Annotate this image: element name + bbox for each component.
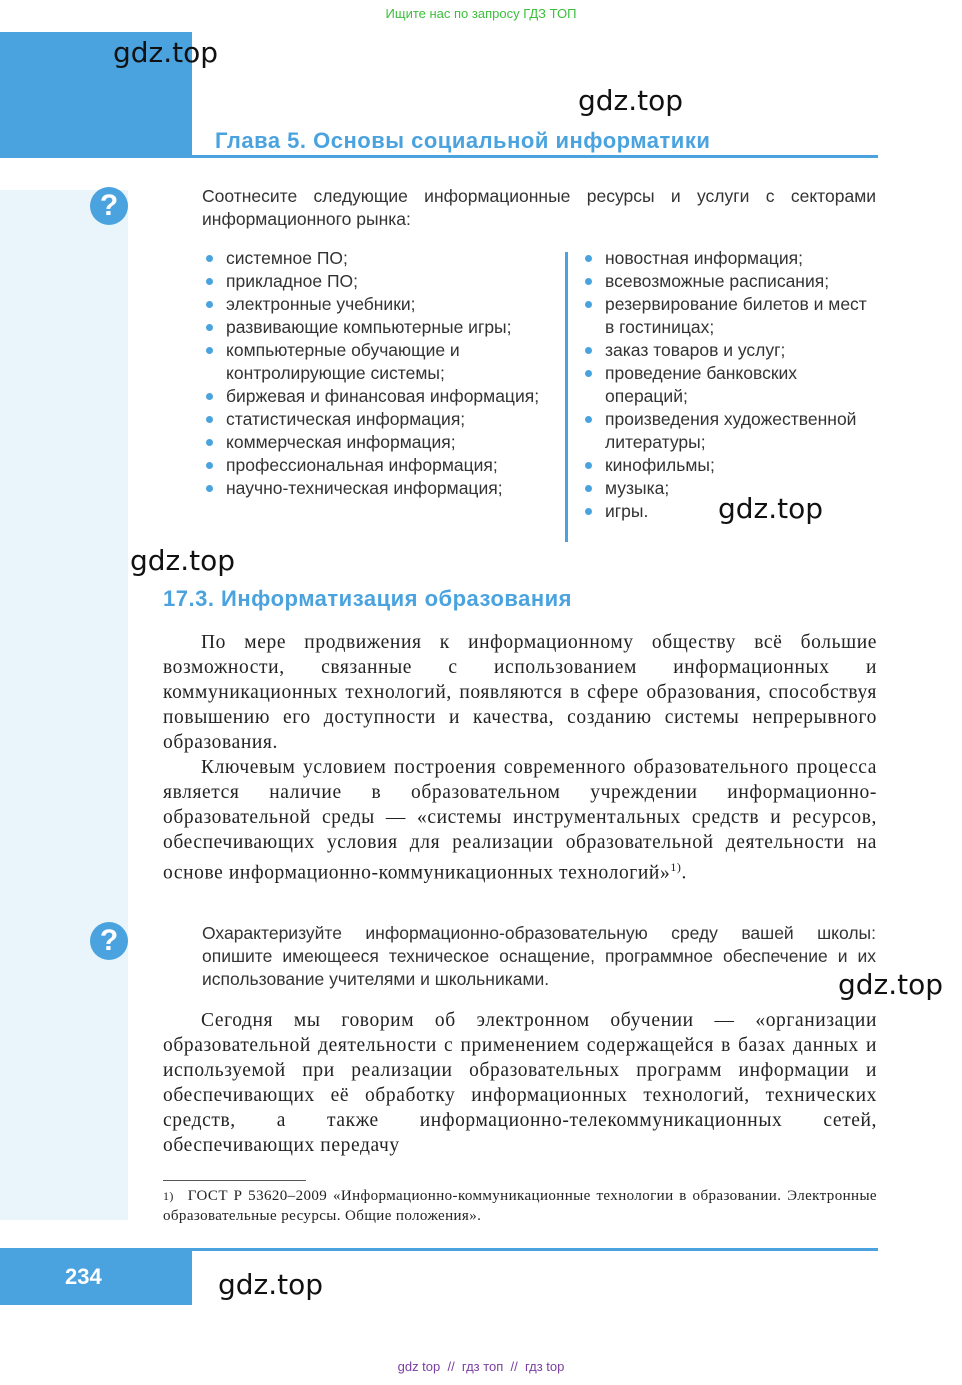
list-item: музыка;	[581, 477, 877, 500]
list-item: новостная информация;	[581, 247, 877, 270]
paragraph-end: .	[681, 862, 688, 884]
paragraph: По мере продвижения к информационному обществу всё большие возможности, связанные с использованием информационных и коммуникационных технологий, появляются в сфере образования, способствуя повышению его доступности и качества, созданию системы непрерывного образования.	[163, 632, 877, 753]
list-item: кинофильмы;	[581, 454, 877, 477]
paragraph	[163, 755, 877, 886]
footnote-ref[interactable]: 1)	[670, 860, 682, 874]
list-item: коммерческая информация;	[202, 431, 552, 454]
section-body	[163, 630, 877, 886]
watermark: gdz.top	[218, 1268, 324, 1301]
list-item: игры.	[581, 500, 877, 523]
side-panel	[0, 190, 128, 1220]
list-item: резервирование билетов и мест в гостиницах;	[581, 293, 877, 339]
task-question: Охарактеризуйте информационно-образовательную среду вашей школы: опишите имеющееся техническое оснащение, программное обеспечение и их использование учителями и школьниками.	[202, 923, 876, 989]
footer-rule	[192, 1248, 878, 1251]
watermark: gdz.top	[130, 544, 236, 577]
watermark: gdz.top	[718, 492, 824, 525]
chapter-title: Глава 5. Основы социальной информатики	[215, 128, 711, 153]
list-item: проведение банковских операций;	[581, 362, 877, 408]
column-divider	[565, 252, 568, 542]
footnote-text: ГОСТ Р 53620–2009 «Информационно-коммуникационные технологии в образовании. Электронные образовательные ресурсы. Общие положения».	[163, 1188, 877, 1224]
list-item: развивающие компьютерные игры;	[202, 316, 552, 339]
task-question: Соотнесите следующие информационные ресурсы и услуги с секторами информационного рынка:	[202, 186, 876, 229]
question-icon: ?	[90, 922, 128, 960]
footnote	[163, 1186, 877, 1226]
watermark: gdz.top	[578, 84, 684, 117]
list-item: биржевая и финансовая информация;	[202, 385, 552, 408]
paragraph-text: Ключевым условием построения современного образовательного процесса является наличие в образовательном учреждении информационно-образовательной среды — «системы инструментальных средств и ресурсов, обеспечивающих условия для реализации образовательной деятельности на основе информационно-коммуникационных технологий»	[163, 757, 877, 884]
list-item: электронные учебники;	[202, 293, 552, 316]
list-item: компьютерные обучающие и контролирующие системы;	[202, 339, 552, 385]
list-item: статистическая информация;	[202, 408, 552, 431]
list-item: всевозможные расписания;	[581, 270, 877, 293]
page-number: 234	[0, 1248, 192, 1305]
bottom-links[interactable]: gdz top // гдз топ // гдз top	[397, 1359, 565, 1374]
section-body	[163, 1008, 877, 1158]
list-item: научно-техническая информация;	[202, 477, 552, 500]
top-banner[interactable]: Ищите нас по запросу ГДЗ ТОП	[385, 6, 577, 21]
resource-list-right	[581, 247, 877, 523]
watermark: gdz.top	[838, 968, 944, 1001]
watermark: gdz.top	[113, 36, 219, 69]
section-heading: 17.3. Информатизация образования	[163, 586, 573, 611]
paragraph: Сегодня мы говорим об электронном обучении — «организации образовательной деятельности с применением содержащейся в базах данных и используемой при реализации образовательных программ информации и обеспечивающих её обработку информационных технологий, технических средств, а также информационно-телекоммуникационных сетей, обеспечивающих передачу	[163, 1010, 877, 1156]
list-item: произведения художественной литературы;	[581, 408, 877, 454]
list-item: заказ товаров и услуг;	[581, 339, 877, 362]
header-rule	[192, 155, 878, 158]
list-item: системное ПО;	[202, 247, 552, 270]
footnote-rule	[163, 1180, 306, 1181]
list-item: профессиональная информация;	[202, 454, 552, 477]
list-item: прикладное ПО;	[202, 270, 552, 293]
footnote-marker: 1)	[163, 1189, 174, 1203]
question-icon: ?	[90, 187, 128, 225]
resource-list-left	[202, 247, 552, 500]
